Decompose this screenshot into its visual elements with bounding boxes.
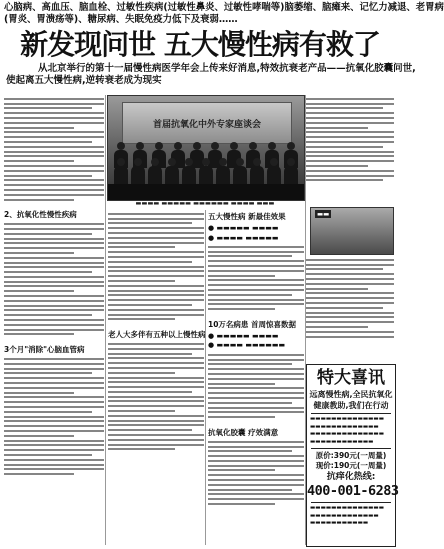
bullet-line: ● ▬▬▬▬ ▬▬▬▬▬ xyxy=(208,233,279,242)
subhead: 五大慢性病 新最佳效果 xyxy=(208,212,286,221)
promo-slogan: 远离慢性病,全民抗氧化 xyxy=(309,390,393,399)
conference-banner-text: 首届抗氧化中外专家座谈会 xyxy=(152,120,261,130)
lead-line: 从北京举行的第十一届慢性病医学年会上传来好消息,特效抗衰老产品——抗氧化胶囊问世, xyxy=(38,63,416,74)
banner-line: (胃炎、胃溃疡等)、糖尿病、失眠免疫力低下及衰弱…… xyxy=(4,14,238,25)
headline: 新发现问世 五大慢性病有救了 xyxy=(20,28,380,61)
promo-text: ▬▬▬▬▬▬▬▬▬▬▬ xyxy=(310,520,369,526)
conference-table xyxy=(108,184,304,200)
promo-text: ▬▬▬▬▬▬▬▬▬▬▬▬▬▬ xyxy=(310,416,384,422)
promo-slogan: 健康教助,我们在行动 xyxy=(313,401,389,410)
bullet-line: ● ▬▬▬▬▬ ▬▬▬▬ xyxy=(208,224,279,232)
promo-title: 特大喜讯 xyxy=(317,368,385,388)
audience-row xyxy=(114,158,298,184)
subhead: 3个月"消除"心脑血管病 xyxy=(4,345,85,355)
subhead: 抗氧化胶囊 疗效满意 xyxy=(208,427,279,437)
promo-current-price: 现价:190元(一周量) xyxy=(315,461,387,470)
promo-hotline-label: 抗痒化热线: xyxy=(326,472,376,482)
conference-banner xyxy=(122,102,292,144)
photo-caption: ▬▬▬▬ ▬▬▬▬▬ ▬▬▬▬▬▬ ▬▬▬▬ ▬▬▬ xyxy=(135,200,275,207)
meeting-photo xyxy=(107,95,305,201)
bullet-line: ● ▬▬▬▬▬ ▬▬▬▬ xyxy=(208,331,279,340)
column-rule xyxy=(205,210,206,545)
subhead: 老人大多伴有五种以上慢性病 xyxy=(108,330,206,340)
inset-photo xyxy=(310,207,394,255)
promo-text: ▬▬▬▬▬▬▬▬▬▬▬▬▬ xyxy=(310,512,379,519)
banner-line: 心脑病、高血压、脑血栓、过敏性疾病(过敏性鼻炎、过敏性哮喘等)脑萎缩、脑瘫来、记忆力减退、老胃病 xyxy=(4,2,444,13)
subhead: 10万名病患 首周惊喜数据 xyxy=(208,319,297,329)
article-column-center-right xyxy=(208,210,304,545)
column-rule xyxy=(105,95,106,545)
promo-original-price: 原价:390元(一周量) xyxy=(315,451,387,460)
lead-line: 使起离五大慢性病,逆转衰老成为现实 xyxy=(6,75,162,86)
subhead: 2、抗氧化性慢性疾病 xyxy=(4,210,77,220)
promo-box xyxy=(306,364,399,547)
article-column-right-lower xyxy=(306,256,394,360)
promo-text: ▬▬▬▬▬▬▬▬▬▬▬▬ xyxy=(310,438,374,445)
promo-phone[interactable]: 400-001-6283 xyxy=(307,483,399,499)
top-banner xyxy=(4,2,444,26)
bullet-line: ● ▬▬▬▬ ▬▬▬▬▬▬ xyxy=(208,341,286,350)
article-column-left xyxy=(4,95,104,545)
promo-text: ▬▬▬▬▬▬▬▬▬▬▬▬▬ xyxy=(310,423,379,430)
inset-photo-label: ▬▬ xyxy=(317,210,330,218)
promo-text: ▬▬▬▬▬▬▬▬▬▬▬▬▬▬ xyxy=(310,505,384,511)
article-column-center-left xyxy=(108,210,204,545)
promo-text: ▬▬▬▬▬▬▬▬▬▬▬▬▬▬ xyxy=(310,431,384,437)
lead-paragraph xyxy=(6,63,416,87)
